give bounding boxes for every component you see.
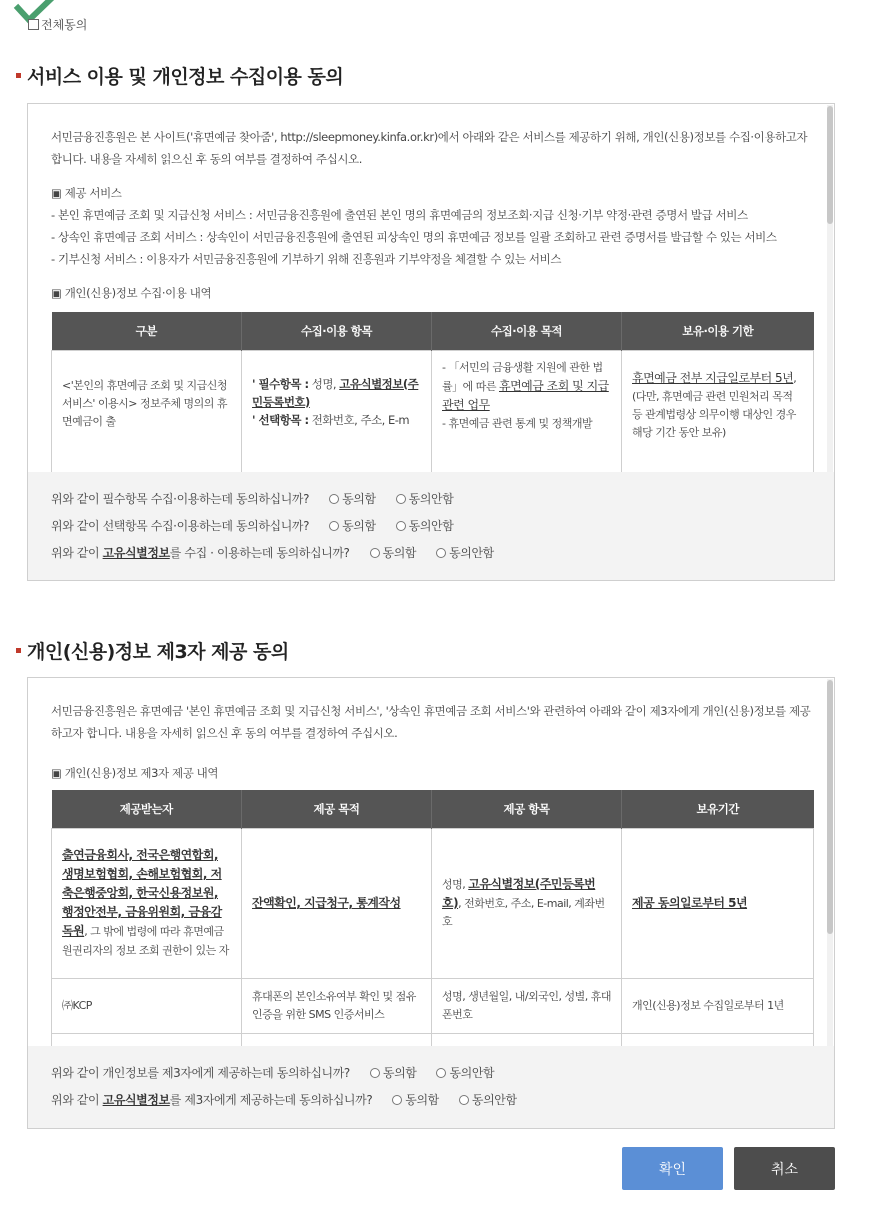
table-cell: - 「서민의 금융생활 지원에 관한 법률」에 따른 휴면예금 조회 및 지급 관련 업무 - 휴면예금 관련 통계 및 정책개발 xyxy=(432,350,622,500)
cancel-button[interactable]: 취소 xyxy=(734,1147,835,1190)
agree-row-unique-id xyxy=(51,539,834,566)
radio-icon[interactable] xyxy=(370,1068,380,1078)
agree-yes-radio[interactable]: 동의함 xyxy=(392,1091,439,1108)
radio-icon[interactable] xyxy=(392,1095,402,1105)
agree-row-optional xyxy=(51,512,834,539)
table-row xyxy=(52,978,814,1033)
radio-icon[interactable] xyxy=(329,494,339,504)
section2-panel xyxy=(27,677,835,1129)
agree-no-radio[interactable]: 동의안함 xyxy=(436,1064,494,1081)
table-cell: 개인(신용)정보 수집일로부터 1년 xyxy=(622,978,814,1033)
agree-no-radio[interactable]: 동의안함 xyxy=(459,1091,517,1108)
agree-question: 위와 같이 필수항목 수집·이용하는데 동의하십니까? xyxy=(51,492,310,506)
all-agree-label: 전체동의 xyxy=(41,18,88,32)
table-cell: ' 필수항목 : 성명, 고유식별정보(주민등록번호) ' 선택항목 : 전화번호, 주소, E-m xyxy=(242,350,432,500)
service-item: - 기부신청 서비스 : 이용자가 서민금융진흥원에 기부하기 위해 진흥원과 기부약정을 체결할 수 있는 서비스 xyxy=(51,252,562,266)
agree-question: 위와 같이 선택항목 수집·이용하는데 동의하십니까? xyxy=(51,519,310,533)
section2-title xyxy=(16,637,289,664)
service-item: - 상속인 휴면예금 조회 서비스 : 상속인이 서민금융진흥원에 출연된 피상속인 명의 휴면예금 정보를 일괄 조회하고 관련 증명서를 발급할 수 있는 서비스 xyxy=(51,230,777,244)
table-row xyxy=(52,828,814,978)
table-header: 수집·이용 목적 xyxy=(432,312,622,350)
radio-icon[interactable] xyxy=(459,1095,469,1105)
table-cell: 휴대폰의 본인소유여부 확인 및 점유인증을 위한 SMS 인증서비스 xyxy=(242,978,432,1033)
agree-yes-radio[interactable]: 동의함 xyxy=(370,544,417,561)
table-header: 제공받는자 xyxy=(52,790,242,828)
agree-question: 위와 같이 개인정보를 제3자에게 제공하는데 동의하십니까? xyxy=(51,1066,350,1080)
scrollbar-thumb[interactable] xyxy=(827,106,833,224)
agree-yes-radio[interactable]: 동의함 xyxy=(370,1064,417,1081)
service-item: - 본인 휴면예금 조회 및 지급신청 서비스 : 서민금융진흥원에 출연된 본인 명의 휴면예금의 정보조회·지급 신청·기부 약정·관련 증명서 발급 서비스 xyxy=(51,208,748,222)
agree-no-radio[interactable]: 동의안함 xyxy=(396,517,454,534)
section1-scroll-area[interactable] xyxy=(28,104,834,473)
section2-scroll-area[interactable] xyxy=(28,678,834,1047)
table-cell: 출연금융회사, 전국은행연합회, 생명보험협회, 손해보험협회, 저축은행중앙회, 한국신용정보원, 행정안전부, 금융위원회, 금융감독원, 그 밖에 법령에 따라 휴면예금 원권리자의 정보 조회 권한이 있는 자 xyxy=(52,828,242,978)
table-header-row xyxy=(52,312,814,350)
agree-row-third-party xyxy=(51,1059,834,1086)
agree-question: 위와 같이 고유식별정보를 제3자에게 제공하는데 동의하십니까? xyxy=(51,1093,373,1107)
table-cell: 성명, 생년월일, 내/외국인, 성별, 휴대폰번호 xyxy=(432,978,622,1033)
table-header: 보유·이용 기한 xyxy=(622,312,814,350)
table-cell: 휴면예금 전부 지급일로부터 5년, (다만, 휴면예금 관련 민원처리 목적 등 관계법령상 의무이행 대상인 경우 해당 기간 동안 보유) xyxy=(622,350,814,500)
section1-agree-zone xyxy=(28,472,834,580)
bullet-icon xyxy=(16,648,21,653)
bullet-icon xyxy=(16,73,21,78)
table-cell: <'본인의 휴면예금 조회 및 지급신청 서비스' 이용시> 정보주체 명의의 휴면예금이 출 xyxy=(52,350,242,500)
radio-icon[interactable] xyxy=(396,521,406,531)
section2-title-text: 개인(신용)정보 제3자 제공 동의 xyxy=(27,641,289,663)
section1-intro: 서민금융진흥원은 본 사이트('휴면예금 찾아줌', http://sleepmoney.kinfa.or.kr)에서 아래와 같은 서비스를 제공하기 위해, 개인(신용)정보를 수집·이용하고자 합니다. 내용을 자세히 읽으신 후 동의 여부를 결정하여 주십시오. xyxy=(51,130,808,166)
agree-yes-radio[interactable]: 동의함 xyxy=(329,517,376,534)
agree-no-radio[interactable]: 동의안함 xyxy=(436,544,494,561)
table-header-row xyxy=(52,790,814,828)
provide-heading: ▣ 개인(신용)정보 제3자 제공 내역 xyxy=(51,766,219,780)
scrollbar-thumb[interactable] xyxy=(827,680,833,934)
radio-icon[interactable] xyxy=(436,548,446,558)
checkbox-icon[interactable] xyxy=(28,19,39,30)
table-cell: 잔액확인, 지급청구, 통계작성 xyxy=(242,828,432,978)
table-cell: 제공 동의일로부터 5년 xyxy=(622,828,814,978)
agree-question: 위와 같이 고유식별정보를 수집 · 이용하는데 동의하십니까? xyxy=(51,546,350,560)
table-header: 보유기간 xyxy=(622,790,814,828)
agree-no-radio[interactable]: 동의안함 xyxy=(396,490,454,507)
provide-table xyxy=(51,790,814,1084)
collect-heading: ▣ 개인(신용)정보 수집·이용 내역 xyxy=(51,286,212,300)
radio-icon[interactable] xyxy=(436,1068,446,1078)
agree-row-required xyxy=(51,485,834,512)
all-agree-checkbox[interactable] xyxy=(28,16,87,33)
section1-panel xyxy=(27,103,835,581)
ok-button[interactable]: 확인 xyxy=(622,1147,723,1190)
section2-intro: 서민금융진흥원은 휴면예금 '본인 휴면예금 조회 및 지급신청 서비스', '상속인 휴면예금 조회 서비스'와 관련하여 아래와 같이 제3자에게 개인(신용)정보를 제공하고자 합니다. 내용을 자세히 읽으신 후 동의 여부를 결정하여 주십시오. xyxy=(51,704,811,740)
table-cell: ㈜KCP xyxy=(52,978,242,1033)
table-header: 제공 목적 xyxy=(242,790,432,828)
section2-agree-zone xyxy=(28,1046,834,1128)
table-header: 구분 xyxy=(52,312,242,350)
radio-icon[interactable] xyxy=(396,494,406,504)
table-header: 제공 항목 xyxy=(432,790,622,828)
radio-icon[interactable] xyxy=(370,548,380,558)
radio-icon[interactable] xyxy=(329,521,339,531)
services-heading: ▣ 제공 서비스 xyxy=(51,186,122,200)
section1-title-text: 서비스 이용 및 개인정보 수집이용 동의 xyxy=(27,66,344,88)
section1-title xyxy=(16,62,343,89)
agree-yes-radio[interactable]: 동의함 xyxy=(329,490,376,507)
table-cell: 성명, 고유식별정보(주민등록번호), 전화번호, 주소, E-mail, 계좌번호 xyxy=(432,828,622,978)
agree-row-third-party-unique-id xyxy=(51,1086,834,1113)
table-header: 수집·이용 항목 xyxy=(242,312,432,350)
